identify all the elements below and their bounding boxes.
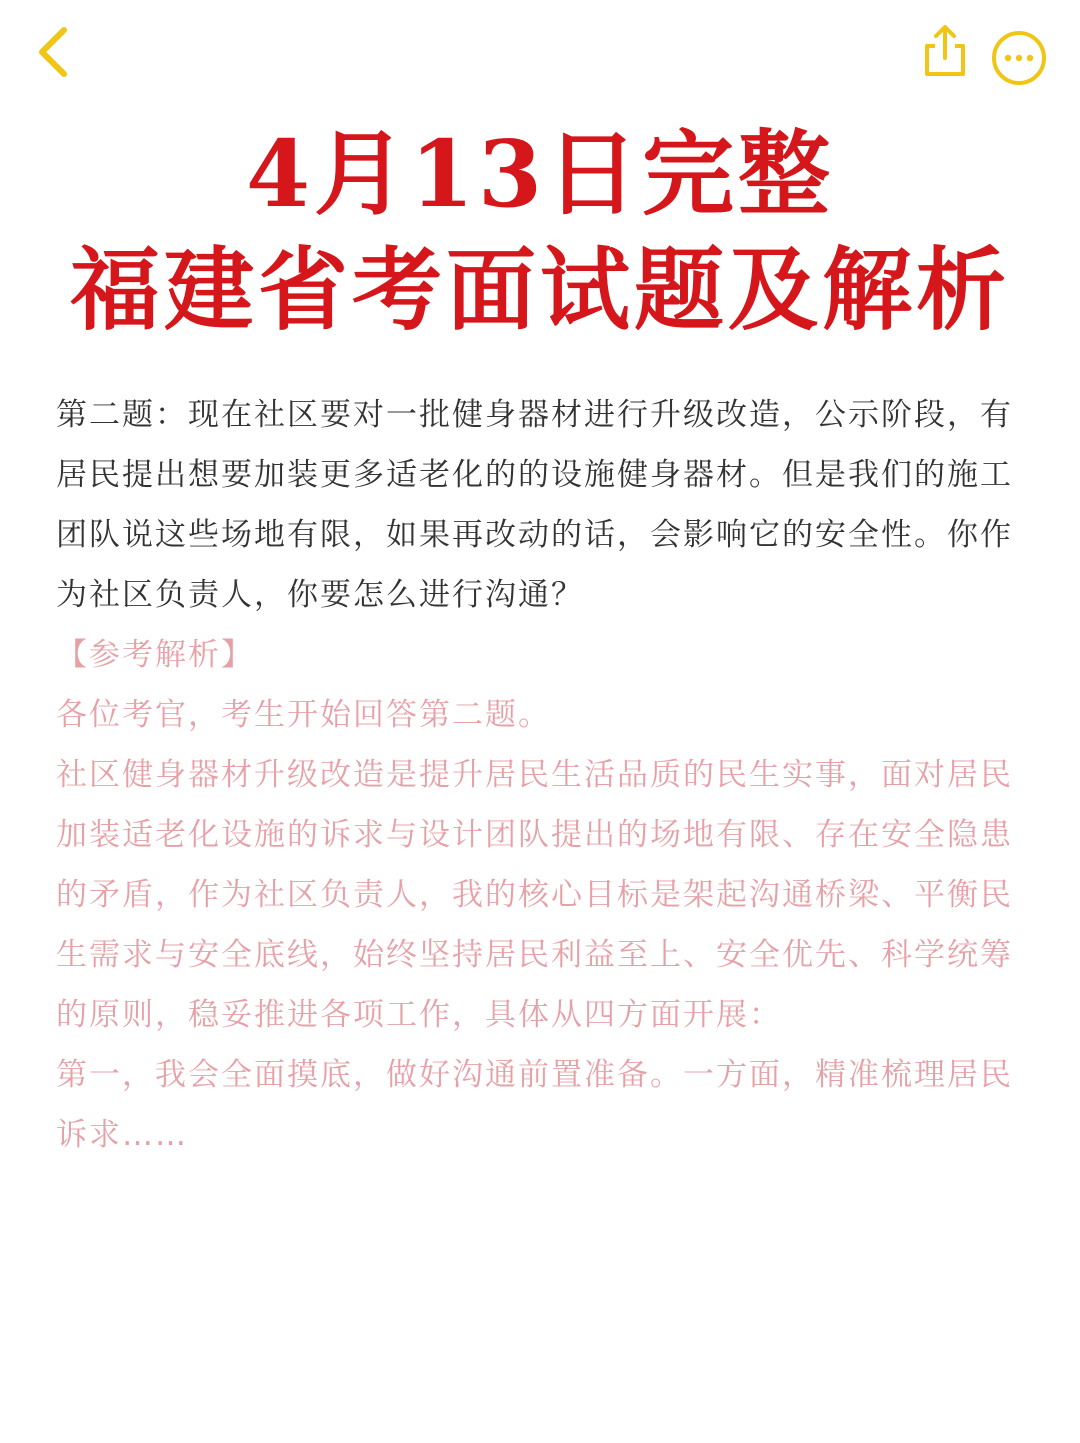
page-title [0, 118, 1080, 350]
analysis-body: 社区健身器材升级改造是提升居民生活品质的民生实事，面对居民加装适老化设施的诉求与设计团队提出的场地有限、存在安全隐患的矛盾，作为社区负责人，我的核心目标是架起沟通桥梁、平衡民生需求与安全底线，始终坚持居民利益至上、安全优先、科学统筹的原则，稳妥推进各项工作，具体从四方面开展： [56, 757, 1013, 1033]
more-button[interactable] [990, 29, 1048, 87]
question-text: 第二题：现在社区要对一批健身器材进行升级改造，公示阶段，有居民提出想要加装更多适老化的的设施健身器材。但是我们的施工团队说这些场地有限，如果再改动的话，会影响它的安全性。你作为社区负责人，你要怎么进行沟通？ [56, 397, 1013, 613]
back-button[interactable] [28, 22, 88, 82]
share-button[interactable] [915, 22, 975, 82]
title-line-1: 4月13日完整 [245, 120, 835, 228]
analysis-heading: 【参考解析】 [56, 637, 254, 673]
share-icon [915, 22, 975, 82]
article-content [56, 385, 1026, 1165]
title-line-2: 福建省考面试题及解析 [70, 237, 1010, 343]
analysis-greeting: 各位考官，考生开始回答第二题。 [56, 697, 551, 733]
analysis-point-1: 第一，我会全面摸底，做好沟通前置准备。一方面，精准梳理居民诉求…… [56, 1057, 1013, 1153]
chevron-left-icon [28, 22, 88, 82]
more-icon [990, 29, 1048, 87]
top-bar [0, 0, 1080, 110]
